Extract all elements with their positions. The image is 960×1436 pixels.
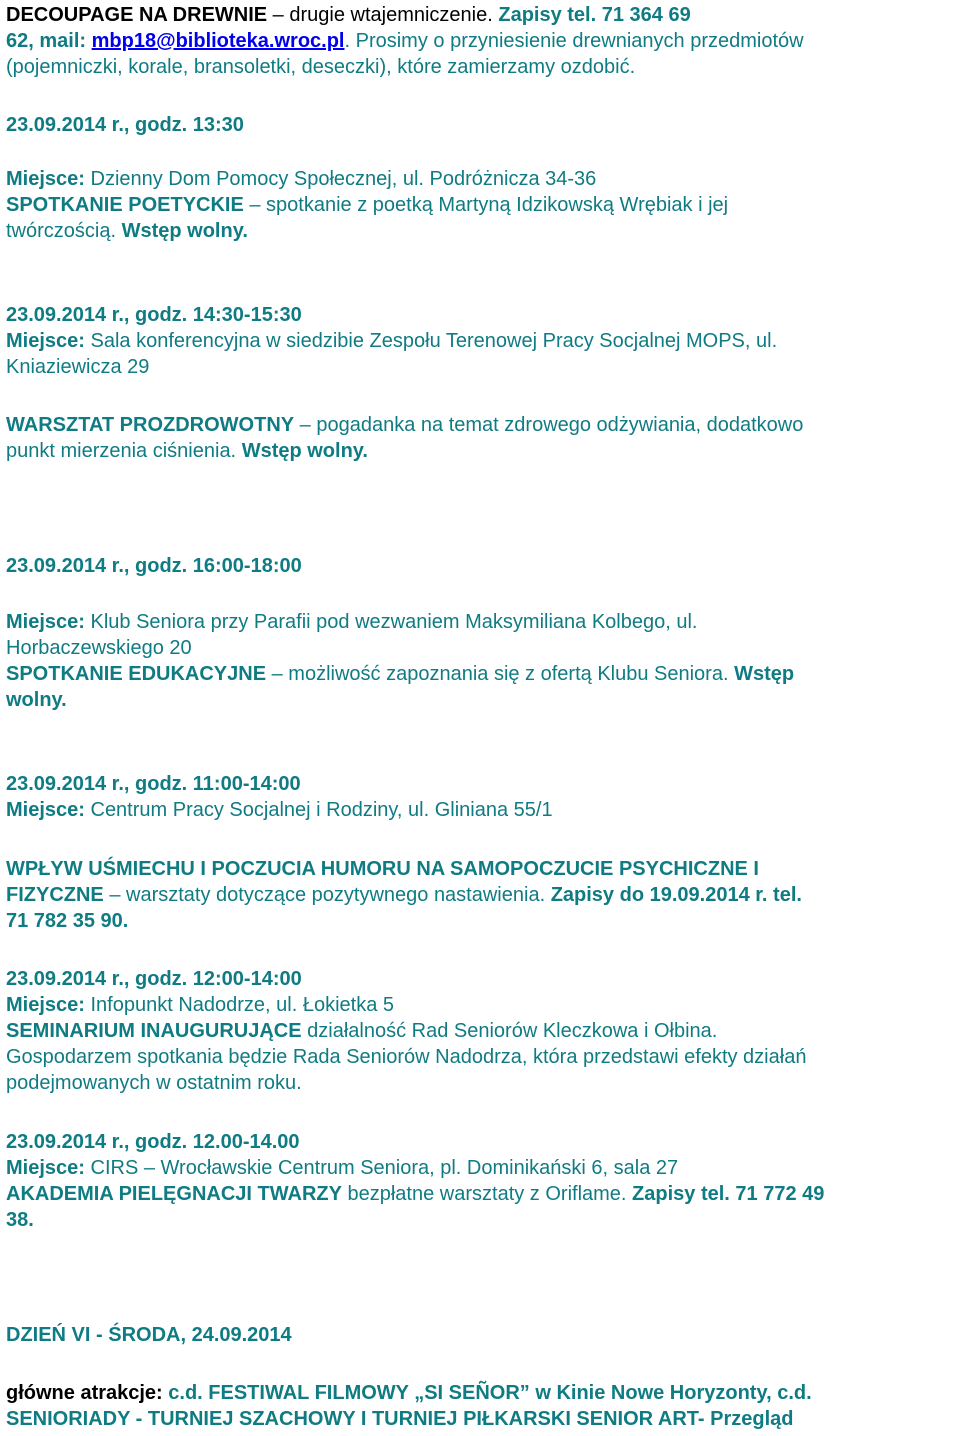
event-desc: SPOTKANIE POETYCKIE – spotkanie z poetką Martyną Idzikowską Wrębiak i jej (6, 194, 729, 216)
intro-line-1: DECOUPAGE NA DREWNIE – drugie wtajemniczenie. Zapisy tel. 71 364 69 (6, 4, 691, 26)
event-3 (6, 553, 956, 579)
signup-info: Zapisy do 19.09.2014 r. tel. (550, 884, 802, 906)
event-desc: FIZYCZNE – warsztaty dotyczące pozytywnego nastawienia. Zapisy do 19.09.2014 r. tel. (6, 884, 802, 906)
intro-line-3: (pojemniczki, korale, bransoletki, deseczki), które zamierzamy ozdobić. (6, 56, 636, 78)
event-place: Miejsce: Dzienny Dom Pomocy Społecznej, ul. Podróżnicza 34-36 (6, 168, 597, 190)
event-6: 23.09.2014 r., godz. 12.00-14.00 Miejsce: CIRS – Wrocławskie Centrum Seniora, pl. Dominikański 6, sala 27 AKADEMIA PIELĘGNACJI TWARZY bezpłatne warsztaty z Oriflame. Zapisy tel. 71 772 49 38. (6, 1129, 956, 1233)
event-title: SPOTKANIE EDUKACYJNE (6, 663, 267, 685)
event-desc: AKADEMIA PIELĘGNACJI TWARZY bezpłatne warsztaty z Oriflame. Zapisy tel. 71 772 49 (6, 1183, 825, 1205)
event-1-details: Miejsce: Dzienny Dom Pomocy Społecznej, ul. Podróżnicza 34-36 SPOTKANIE POETYCKIE – spotkanie z poetką Martyną Idzikowską Wrębiak i jej twórczością. Wstęp wolny. (6, 166, 956, 244)
event-title: SPOTKANIE POETYCKIE (6, 194, 244, 216)
event-place: Miejsce: CIRS – Wrocławskie Centrum Seniora, pl. Dominikański 6, sala 27 (6, 1157, 679, 1179)
event-date: 23.09.2014 r., godz. 13:30 (6, 114, 244, 136)
entry-info: Wstęp wolny. (241, 440, 368, 462)
day-heading: DZIEŃ VI - ŚRODA, 24.09.2014 (6, 1324, 292, 1346)
event-2: 23.09.2014 r., godz. 14:30-15:30 Miejsce: Sala konferencyjna w siedzibie Zespołu Terenowej Pracy Socjalnej MOPS, ul. Kniaziewicza 29 (6, 302, 956, 380)
signup-info: Zapisy tel. 71 772 49 (632, 1183, 825, 1205)
entry-info: Wstęp wolny. (121, 220, 248, 242)
event-title: WARSZTAT PROZDROWOTNY (6, 414, 295, 436)
event-4-details: WPŁYW UŚMIECHU I POCZUCIA HUMORU NA SAMOPOCZUCIE PSYCHICZNE I FIZYCZNE – warsztaty dotyczące pozytywnego nastawienia. Zapisy do 19.09.2014 r. tel. 71 782 35 90. (6, 856, 956, 934)
event-place: Miejsce: Sala konferencyjna w siedzibie Zespołu Terenowej Pracy Socjalnej MOPS, ul. (6, 330, 778, 352)
event-date: 23.09.2014 r., godz. 11:00-14:00 (6, 773, 301, 795)
event-3-details: Miejsce: Klub Seniora przy Parafii pod wezwaniem Maksymiliana Kolbego, ul. Horbaczewskiego 20 SPOTKANIE EDUKACYJNE – możliwość zapoznania się z ofertą Klubu Seniora. Wstęp wolny. (6, 609, 956, 713)
event-date: 23.09.2014 r., godz. 14:30-15:30 (6, 304, 302, 326)
event-place: Miejsce: Centrum Pracy Socjalnej i Rodziny, ul. Gliniana 55/1 (6, 799, 553, 821)
event-desc: WARSZTAT PROZDROWOTNY – pogadanka na temat zdrowego odżywiania, dodatkowo (6, 414, 804, 436)
event-place: Miejsce: Klub Seniora przy Parafii pod wezwaniem Maksymiliana Kolbego, ul. (6, 611, 698, 633)
event-date: 23.09.2014 r., godz. 12:00-14:00 (6, 968, 302, 990)
event-4 (6, 771, 956, 823)
intro-line-2: 62, mail: mbp18@biblioteka.wroc.pl. Prosimy o przyniesienie drewnianych przedmiotów (6, 30, 804, 52)
entry-info: Wstęp (734, 663, 795, 685)
event-1 (6, 112, 956, 138)
event-title: AKADEMIA PIELĘGNACJI TWARZY (6, 1183, 342, 1205)
event-title: SEMINARIUM INAUGURUJĄCE (6, 1020, 302, 1042)
event-2-details: WARSZTAT PROZDROWOTNY – pogadanka na temat zdrowego odżywiania, dodatkowo punkt mierzenia ciśnienia. Wstęp wolny. (6, 412, 956, 464)
event-place: Miejsce: Infopunkt Nadodrze, ul. Łokietka 5 (6, 994, 395, 1016)
event-date: 23.09.2014 r., godz. 16:00-18:00 (6, 555, 302, 577)
event-5: 23.09.2014 r., godz. 12:00-14:00 Miejsce: Infopunkt Nadodrze, ul. Łokietka 5 SEMINARIUM INAUGURUJĄCE działalność Rad Seniorów Kleczkowa i Ołbina. Gospodarzem spotkania będzie Rada Seniorów Nadodrza, która przedstawi efekty działań podejmowanych w ostatnim roku. (6, 966, 956, 1096)
day-6-attractions: główne atrakcje: c.d. FESTIWAL FILMOWY „SI SEÑOR” w Kinie Nowe Horyzonty, c.d. SENIORIADY - TURNIEJ SZACHOWY I TURNIEJ PIŁKARSKI SENIOR ART- Przegląd (6, 1382, 812, 1430)
event-date: 23.09.2014 r., godz. 12.00-14.00 (6, 1131, 300, 1153)
event-title: WPŁYW UŚMIECHU I POCZUCIA HUMORU NA SAMOPOCZUCIE PSYCHICZNE I (6, 858, 759, 880)
attractions-label: główne atrakcje: (6, 1382, 163, 1404)
workshop-title: DECOUPAGE NA DREWNIE (6, 4, 268, 26)
day-6-heading (6, 1322, 956, 1348)
email-link[interactable]: mbp18@biblioteka.wroc.pl (91, 30, 345, 52)
intro-block (6, 2, 956, 80)
event-desc: SEMINARIUM INAUGURUJĄCE działalność Rad Seniorów Kleczkowa i Ołbina. (6, 1020, 718, 1042)
signup-info: Zapisy tel. 71 364 69 (498, 4, 691, 26)
event-desc: SPOTKANIE EDUKACYJNE – możliwość zapoznania się z ofertą Klubu Seniora. Wstęp (6, 663, 795, 685)
